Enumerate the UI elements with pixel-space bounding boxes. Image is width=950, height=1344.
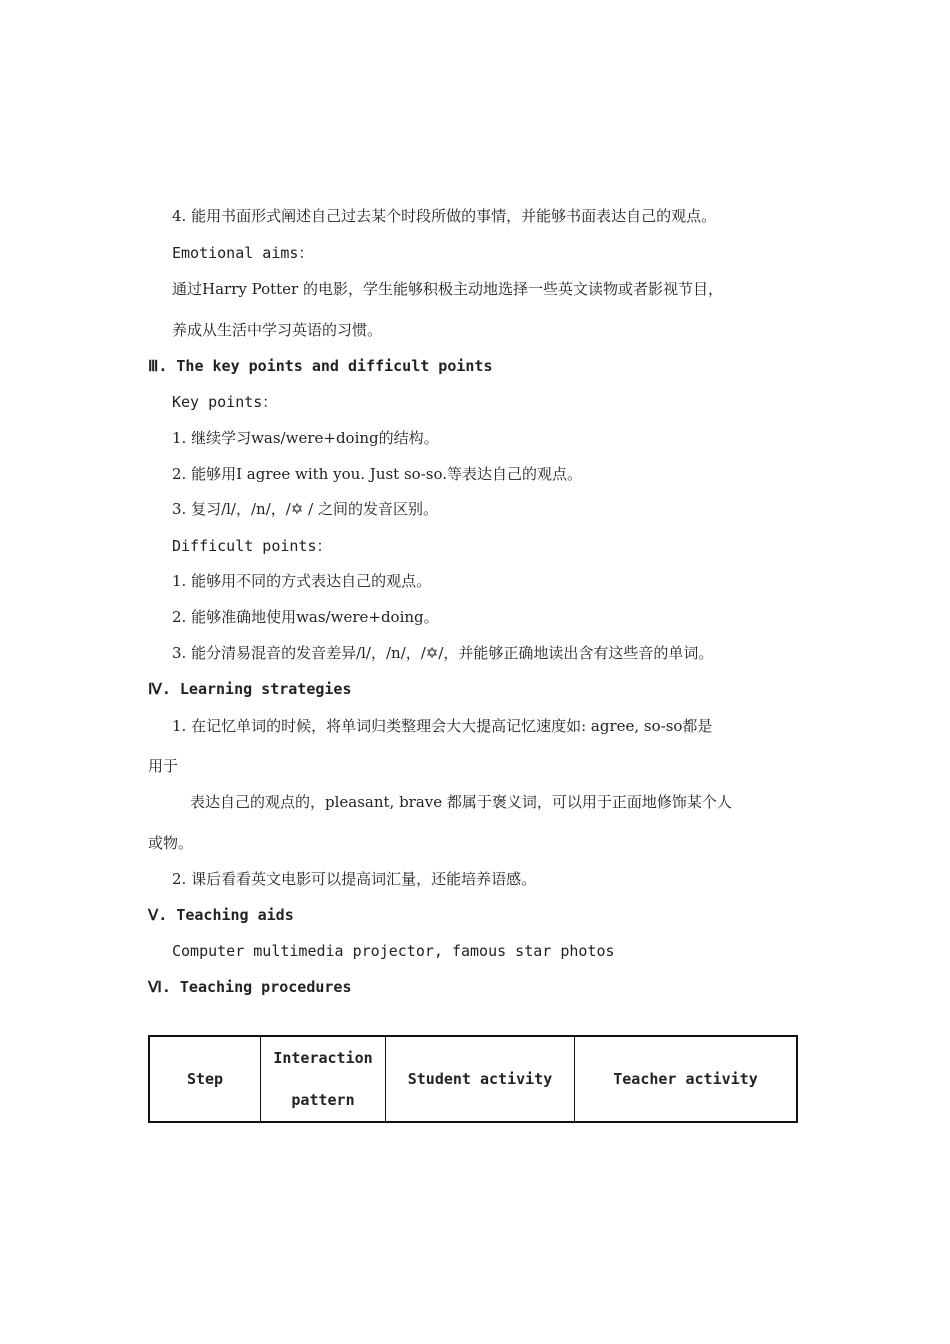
strategy-2: 2. 课后看看英文电影可以提高词汇量，还能培养语感。 — [172, 870, 537, 888]
section-3-heading: Ⅲ. The key points and difficult points — [148, 357, 493, 375]
key-point-2: 2. 能够用I agree with you. Just so-so.等表达自己的观点。 — [172, 465, 583, 483]
header-teacher-activity: Teacher activity — [575, 1036, 798, 1122]
strategy-1-line-1: 1. 在记忆单词的时候，将单词归类整理会大大提高记忆速度如: agree, so-so都是 — [172, 717, 713, 735]
header-interaction-line-2: pattern — [291, 1091, 355, 1109]
key-point-3: 3. 复习/l/，/n/，/✡ / 之间的发音区别。 — [172, 500, 438, 518]
objective-4: 4. 能用书面形式阐述自己过去某个时段所做的事情，并能够书面表达自己的观点。 — [172, 207, 717, 225]
key-point-1: 1. 继续学习was/were+doing的结构。 — [172, 429, 439, 447]
emotional-aims-line-2: 养成从生活中学习英语的习惯。 — [172, 321, 383, 339]
table-header-row — [149, 1036, 797, 1122]
section-4-heading: Ⅳ. Learning strategies — [148, 680, 352, 698]
emotional-aims-line-1: 通过Harry Potter 的电影，学生能够积极主动地选择一些英文读物或者影视节目， — [172, 280, 723, 298]
difficult-point-3: 3. 能分清易混音的发音差异/l/，/n/，/✡/，并能够正确地读出含有这些音的单词。 — [172, 644, 714, 662]
difficult-point-1: 1. 能够用不同的方式表达自己的观点。 — [172, 572, 432, 590]
emotional-aims-label: Emotional aims： — [172, 244, 314, 262]
key-points-label: Key points： — [172, 393, 278, 411]
section-6-heading: Ⅵ. Teaching procedures — [148, 978, 352, 996]
header-student-activity: Student activity — [386, 1036, 575, 1122]
strategy-1-line-3: 表达自己的观点的，pleasant, brave 都属于褒义词，可以用于正面地修饰某个人 — [190, 793, 732, 811]
header-step: Step — [149, 1036, 261, 1122]
section-5-heading: Ⅴ. Teaching aids — [148, 906, 294, 924]
header-interaction-pattern — [261, 1036, 386, 1122]
procedures-table — [148, 1035, 798, 1123]
difficult-points-label: Difficult points： — [172, 537, 332, 555]
strategy-1-line-2: 用于 — [148, 757, 179, 775]
difficult-point-2: 2. 能够准确地使用was/were+doing。 — [172, 608, 439, 626]
strategy-1-line-4: 或物。 — [148, 834, 194, 852]
teaching-aids-text: Computer multimedia projector, famous star photos — [172, 942, 615, 960]
header-interaction-line-1: Interaction — [273, 1049, 373, 1067]
